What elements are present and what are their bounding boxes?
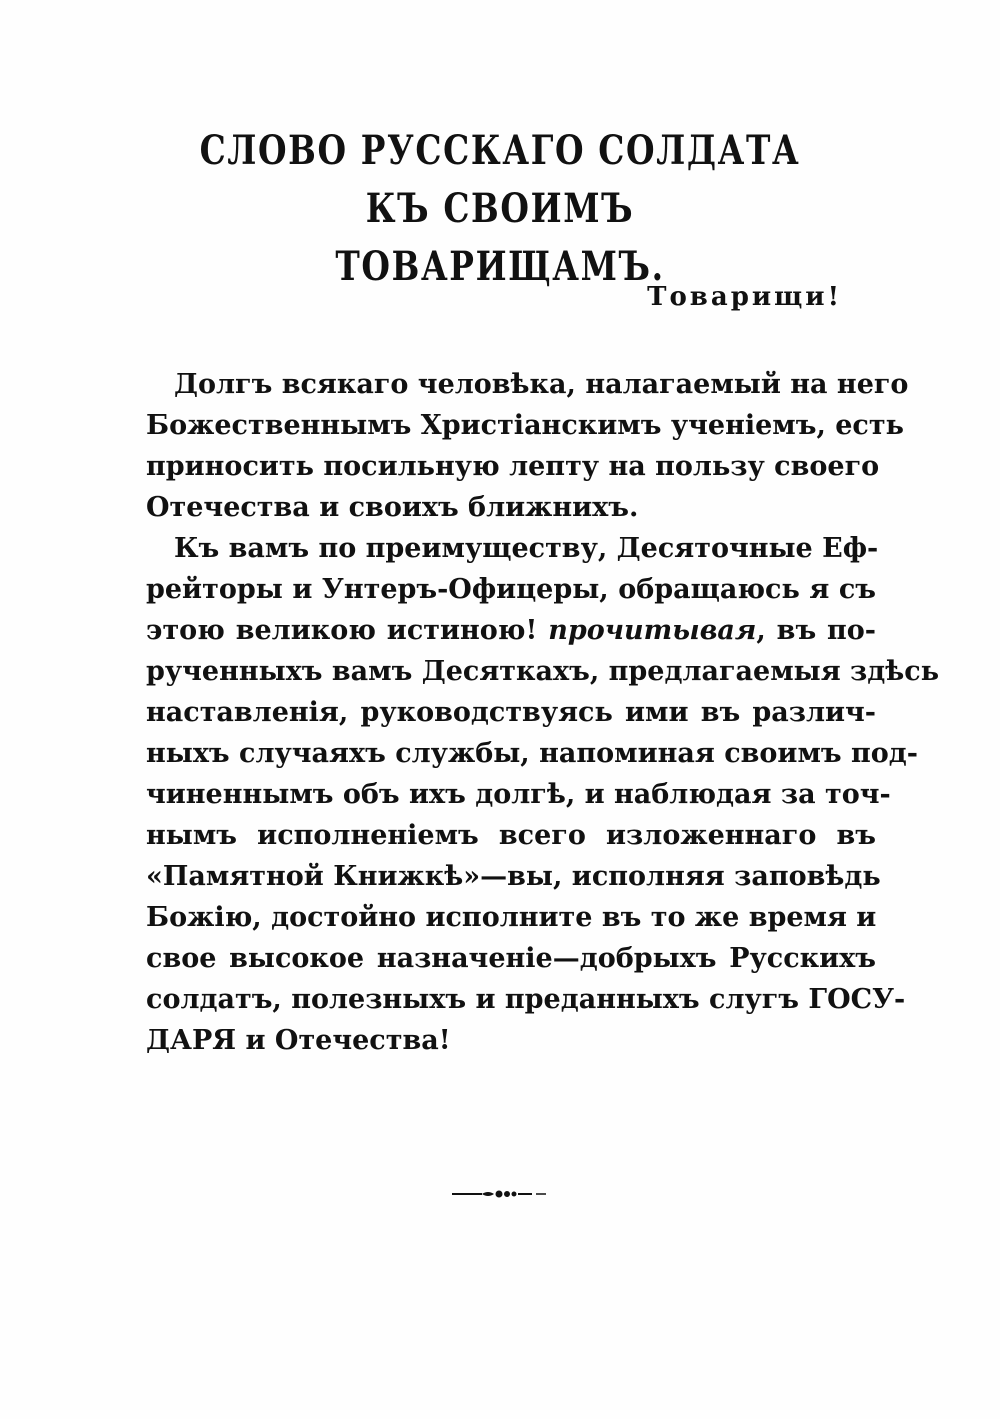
paragraph-1-line: приносить посильную лепту на пользу своего: [146, 451, 880, 482]
paragraph-2-line: наставленія, руководствуясь ими въ различ-: [146, 697, 876, 728]
body-text: [146, 364, 940, 1061]
paragraph-1-line: Божественнымъ Христіанскимъ ученіемъ, есть: [146, 410, 904, 441]
paragraph-2-line: нымъ исполненіемъ всего изложеннаго въ: [146, 820, 876, 851]
paragraph-2-line: солдатъ, полезныхъ и преданныхъ слугъ ГОСУ-: [146, 984, 906, 1015]
page-title: [197, 122, 804, 296]
paragraph-2-line: свое высокое назначеніе—добрыхъ Русскихъ: [146, 943, 876, 974]
title-line-1: СЛОВО РУССКАГО СОЛДАТА КЪ СВОИМЪ: [199, 127, 801, 232]
line-segment: этою великою истиною!: [146, 615, 538, 646]
paragraph-2-line: рученныхъ вамъ Десяткахъ, предлагаемыя здѣсь: [146, 656, 940, 687]
paragraph-2-line: рейторы и Унтеръ-Офицеры, обращаюсь я съ: [146, 574, 876, 605]
paragraph-1-line: Отечества и своихъ ближнихъ.: [146, 492, 639, 523]
line-segment: , въ по-: [756, 615, 877, 646]
ornament-divider-icon: [452, 1186, 548, 1202]
paragraph-2-line: [146, 610, 876, 651]
paragraph-2-line: чиненнымъ объ ихъ долгѣ, и наблюдая за точ-: [146, 779, 891, 810]
paragraph-2-line: «Памятной Книжкѣ»—вы, исполняя заповѣдь: [146, 861, 881, 892]
paragraph-2-line: ДАРЯ и Отечества!: [146, 1025, 451, 1056]
italic-word: прочитывая: [548, 615, 757, 646]
title-line-2: ТОВАРИЩАМЪ.: [335, 243, 665, 290]
paragraph-2-line: Къ вамъ по преимуществу, Десяточные Еф-: [174, 533, 879, 564]
paragraph-2-line: Божію, достойно исполните въ то же время и: [146, 902, 877, 933]
salutation: Товарищи!: [647, 282, 842, 312]
paragraph-1-line: Долгъ всякаго человѣка, налагаемый на него: [174, 369, 909, 400]
paragraph-2-line: ныхъ случаяхъ службы, напоминая своимъ под-: [146, 738, 918, 769]
